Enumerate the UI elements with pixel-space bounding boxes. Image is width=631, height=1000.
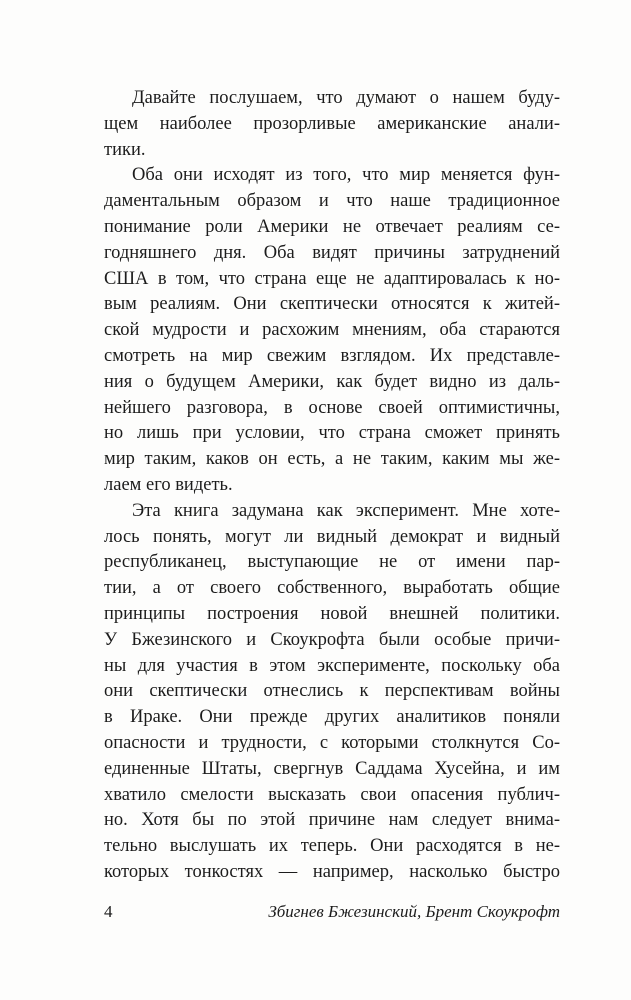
running-title: Збигнев Бжезинский, Брент Скоукрофт (268, 901, 560, 921)
text-line: которых тонкостях — например, насколько быстро (104, 861, 560, 882)
text-line: тики. (104, 139, 146, 160)
paragraph (104, 86, 560, 163)
text-line: ния о будущем Америки, как будет видно из даль- (104, 371, 560, 392)
text-line: ской мудрости и расхожим мнениям, оба стараются (104, 320, 560, 341)
text-line: годняшнего дня. Оба видят причины затруднений (104, 242, 560, 263)
text-line: Эта книга задумана как эксперимент. Мне хоте- (132, 500, 560, 521)
text-line: тельно выслушать их теперь. Они расходятся в не- (104, 836, 560, 857)
text-line: республиканец, выступающие не от имени пар- (104, 552, 560, 573)
text-line: единенные Штаты, свергнув Саддама Хусейна, и им (104, 758, 560, 779)
text-line: опасности и трудности, с которыми столкнутся Со- (104, 732, 560, 753)
text-line: лаем его видеть. (104, 474, 233, 495)
paragraph (104, 163, 560, 498)
text-line: смотреть на мир свежим взглядом. Их представле- (104, 345, 560, 366)
text-line: мир таким, каков он есть, а не таким, каким мы же- (104, 449, 560, 470)
text-line: вым реалиям. Они скептически относятся к житей- (104, 294, 560, 315)
text-line: в Ираке. Они прежде других аналитиков поняли (104, 707, 560, 728)
text-line: нейшего разговора, в основе своей оптимистичны, (104, 397, 560, 418)
page-footer (104, 902, 560, 922)
text-line: США в том, что страна еще не адаптировалась к но- (104, 268, 560, 289)
text-line: хватило смелости высказать свои опасения публич- (104, 784, 560, 805)
page-number: 4 (104, 901, 113, 921)
paragraph (104, 499, 560, 886)
text-line: лось понять, могут ли видный демократ и видный (104, 526, 560, 547)
body-text (104, 86, 560, 886)
text-line: Оба они исходят из того, что мир меняется фун- (132, 165, 560, 186)
text-line: но лишь при условии, что страна сможет принять (104, 423, 560, 444)
text-line: понимание роли Америки не отвечает реалиям се- (104, 216, 560, 237)
text-line: они скептически отнеслись к перспективам войны (104, 681, 560, 702)
text-line: тии, а от своего собственного, выработать общие (104, 578, 560, 599)
text-line: У Бжезинского и Скоукрофта были особые причи- (104, 629, 560, 650)
text-line: щем наиболее прозорливые американские анали- (104, 113, 560, 134)
text-line: Давайте послушаем, что думают о нашем буду- (132, 88, 560, 108)
text-line: принципы построения новой внешней политики. (104, 603, 560, 624)
text-line: даментальным образом и что наше традиционное (104, 191, 560, 212)
text-line: ны для участия в этом эксперименте, поскольку оба (104, 655, 560, 676)
text-line: но. Хотя бы по этой причине нам следует внима- (104, 810, 560, 831)
